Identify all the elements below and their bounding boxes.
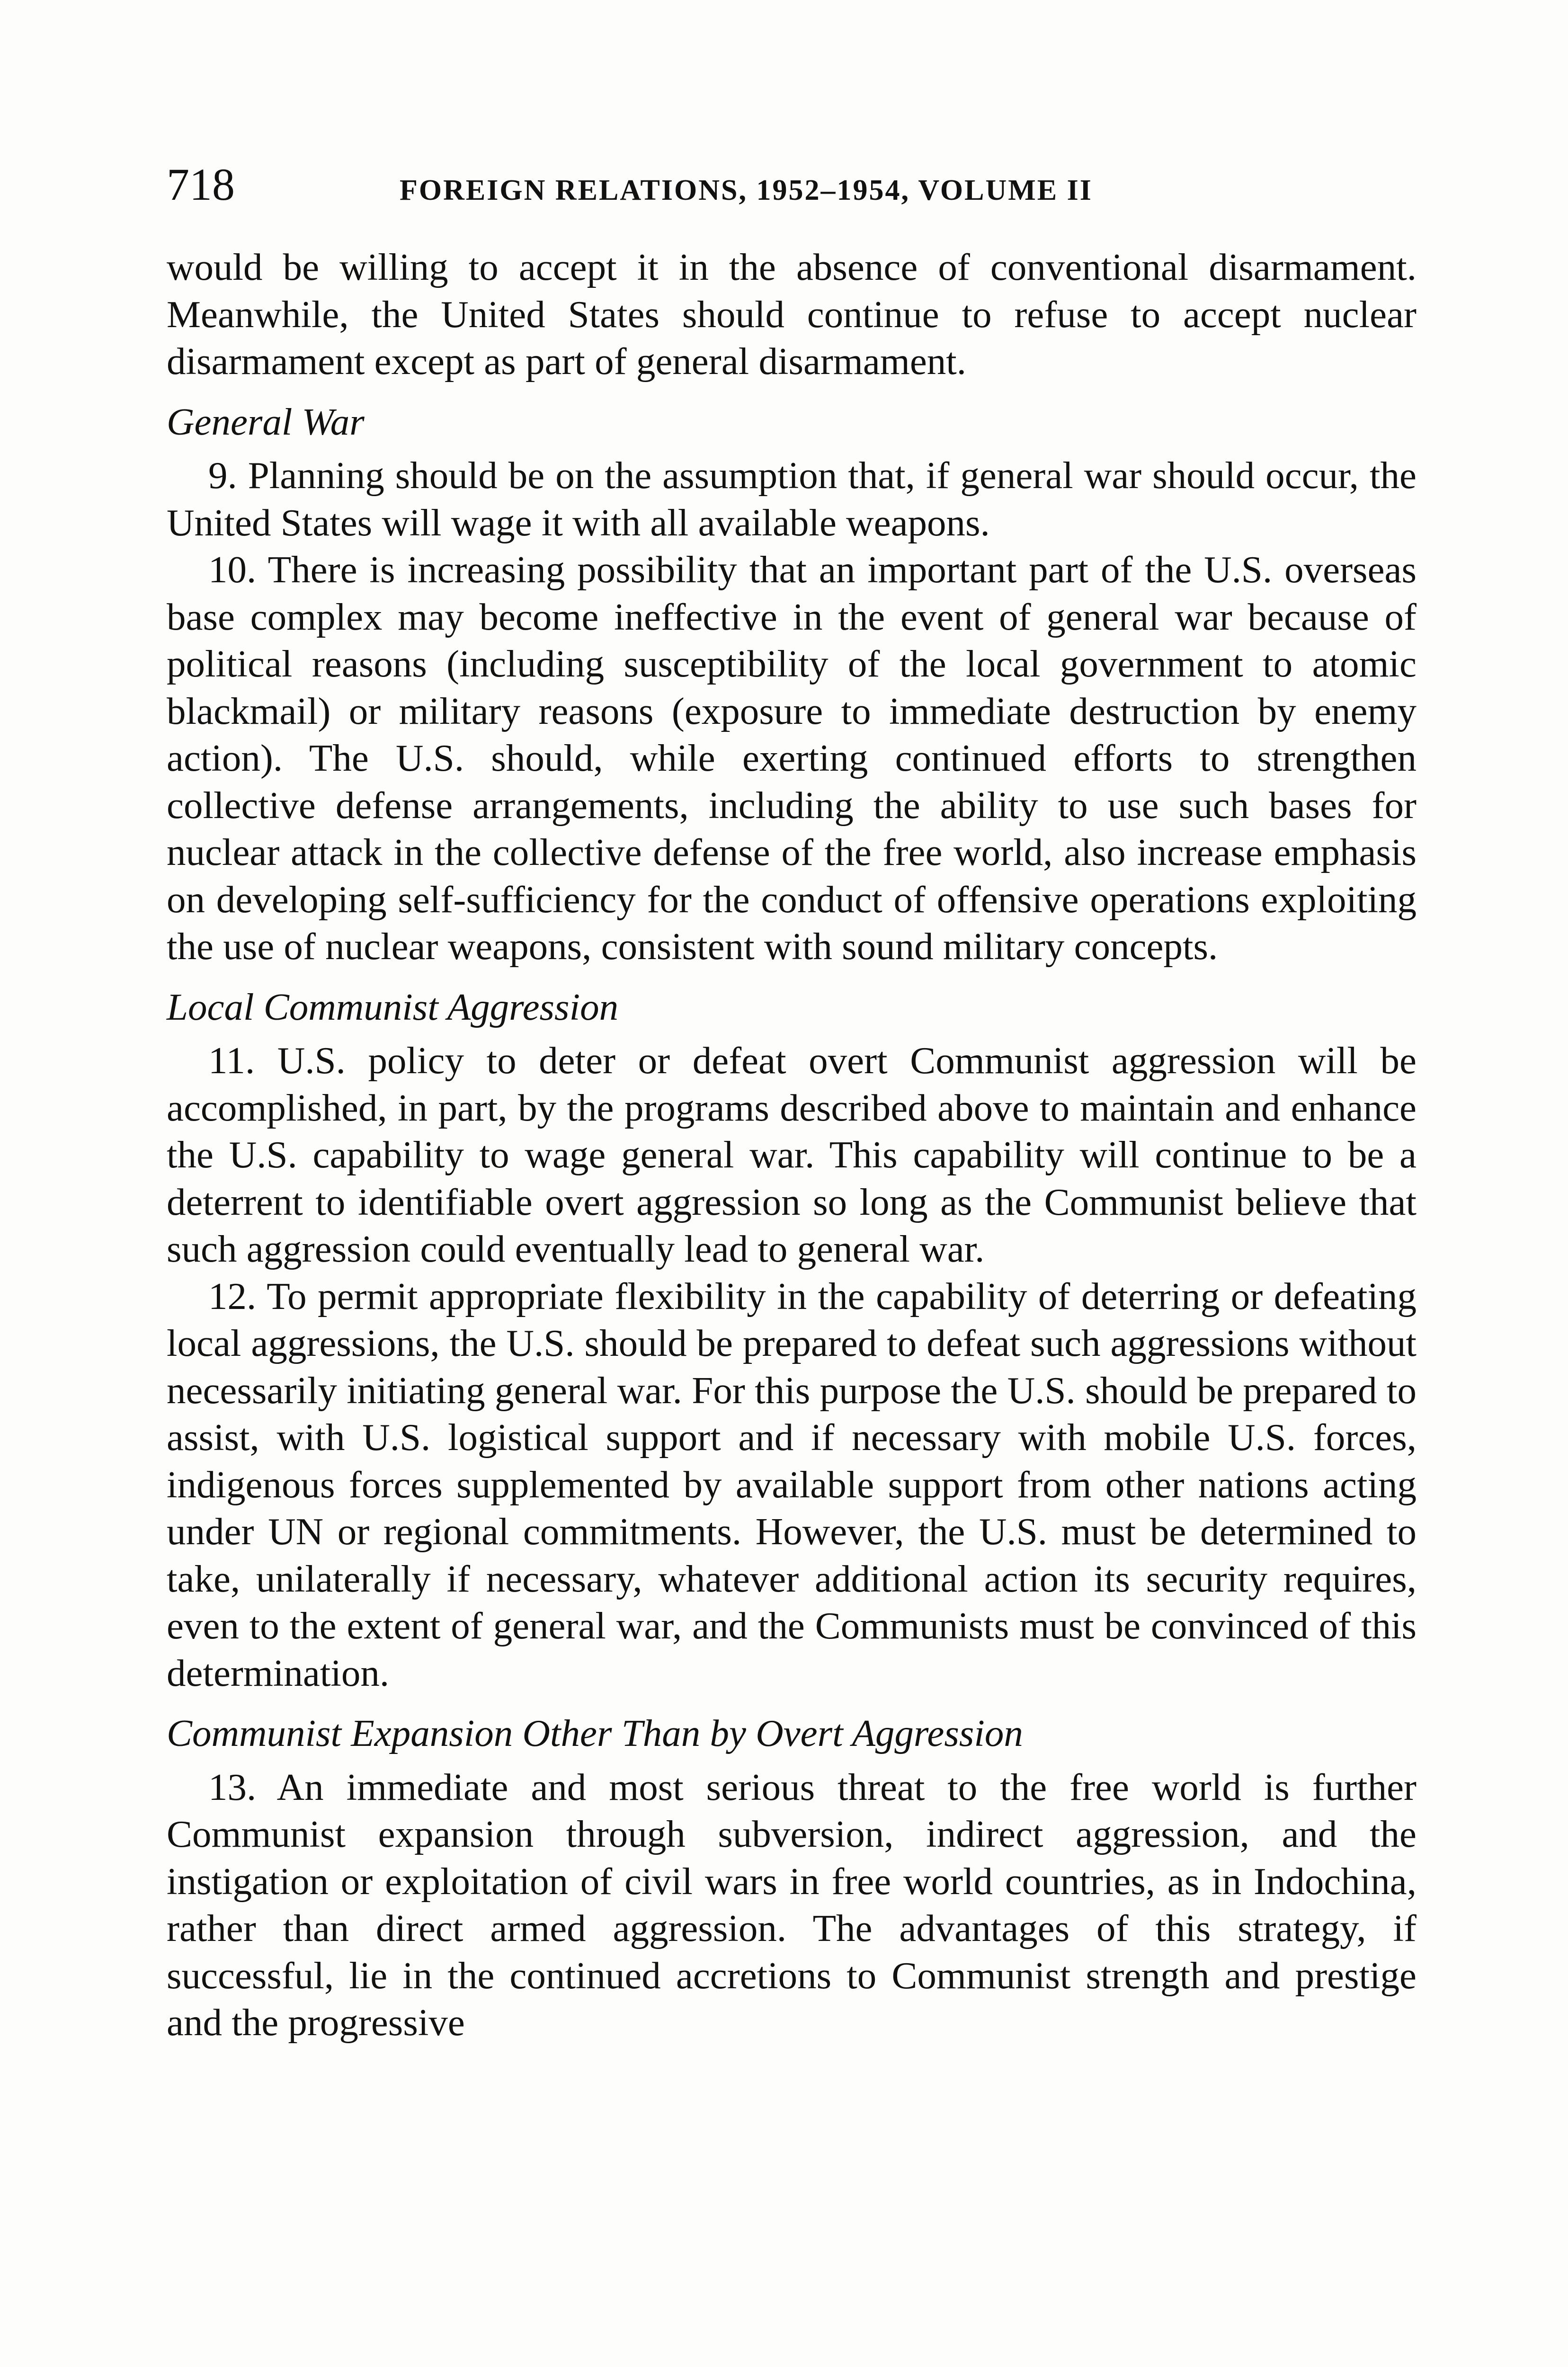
- running-head: [167, 156, 1417, 213]
- section-heading-general-war: General War: [167, 400, 365, 443]
- section-heading-expansion: Communist Expansion Other Than by Overt Aggression: [167, 1712, 1023, 1754]
- section-heading-local-aggression: Local Communist Aggression: [167, 985, 619, 1028]
- paragraph-9: 9. Planning should be on the assumption that, if general war should occur, the United States will wage it with all available weapons.: [167, 454, 1417, 544]
- paragraph-12: 12. To permit appropriate flexibility in the capability of deterring or defeating local aggressions, the U.S. should be prepared to defeat such aggressions without necessarily initiating general war. For this purpose the U.S. should be prepared to assist, with U.S. logistical support and if necessary with mobile U.S. forces, indigenous forces supplemented by available support from other nations acting under UN or regional commitments. However, the U.S. must be determined to take, unilaterally if necessary, whatever additional action its security requires, even to the extent of general war, and the Communists must be convinced of this determination.: [167, 1274, 1417, 1694]
- paragraph-10: 10. There is increasing possibility that an important part of the U.S. overseas base complex may become ineffective in the event of general war because of political reasons (including susceptibility of the local government to atomic blackmail) or military reasons (exposure to immediate destruction by enemy action). The U.S. should, while exerting continued efforts to strengthen collective defense arrangements, including the ability to use such bases for nuclear attack in the collective defense of the free world, also increase emphasis on developing self-sufficiency for the conduct of offensive operations exploiting the use of nuclear weapons, consistent with sound military concepts.: [167, 548, 1417, 968]
- paragraph-intro: would be willing to accept it in the absence of conventional disarmament. Meanwhile, the United States should continue to refuse to accept nuclear disarmament except as part of general disarmament.: [167, 246, 1417, 383]
- paragraph-11: 11. U.S. policy to deter or defeat overt Communist aggression will be accomplished, in part, by the programs described above to maintain and enhance the U.S. capability to wage general war. This capability will continue to be a deterrent to identifiable overt aggression so long as the Communist believe that such aggression could eventually lead to general war.: [167, 1039, 1417, 1270]
- body-text: [167, 244, 1417, 2047]
- page-number: 718: [167, 159, 235, 210]
- paragraph-13: 13. An immediate and most serious threat to the free world is further Communist expansion through subversion, indirect aggression, and the instigation or exploitation of civil wars in free world countries, as in Indochina, rather than direct armed aggression. The advantages of this strategy, if successful, lie in the continued accretions to Communist strength and prestige and the progressive: [167, 1765, 1417, 2044]
- running-head-title: FOREIGN RELATIONS, 1952–1954, VOLUME II: [400, 174, 1093, 206]
